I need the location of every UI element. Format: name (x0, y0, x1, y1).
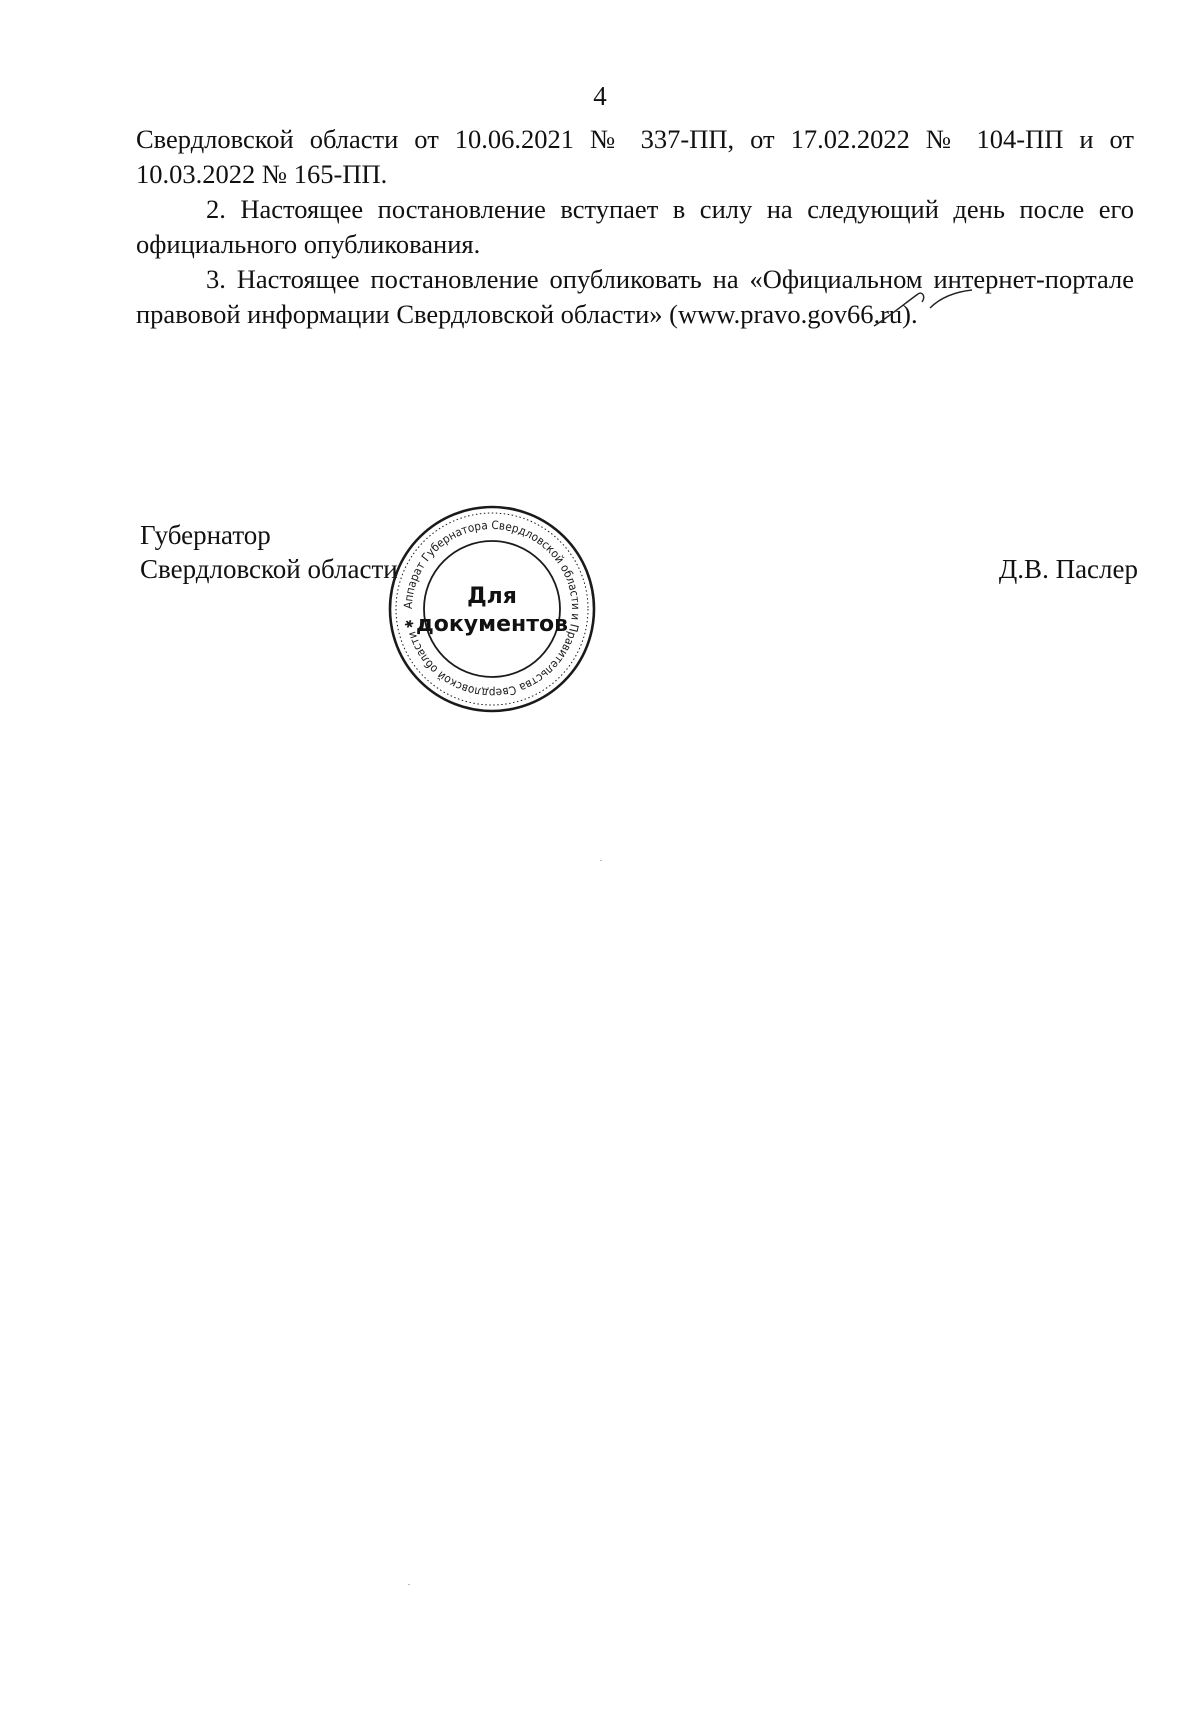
paragraph-2-effective-date: 2. Настоящее постановление вступает в силу на следующий день после его официального опубликования. (136, 194, 1134, 259)
signatory-position-line2: Свердловской области (140, 554, 398, 584)
page-number: 4 (593, 81, 607, 111)
seal-inner-ring (424, 541, 560, 677)
seal-ring-text: Аппарат Губернатора Свердловской области и Правительства Свердловской области ✱ (400, 517, 584, 701)
scan-speck (408, 1584, 410, 1585)
handwritten-mark (870, 286, 980, 332)
signatory-position (140, 518, 398, 586)
paragraph-continuation: Свердловской области от 10.06.2021 № 337-ПП, от 17.02.2022 № 104-ПП и от 10.03.2022 № 165-ПП. (136, 124, 1134, 189)
signatory-name: Д.В. Паслер (998, 554, 1138, 584)
paragraph-3-publication: 3. Настоящее постановление опубликовать на «Официальном интернет-портале правовой информации Свердловской области» (www.pravo.gov66.ru). (136, 264, 1134, 329)
seal-center-line1: Для (467, 584, 517, 609)
scan-speck (600, 860, 602, 861)
document-body (136, 122, 1134, 332)
seal-graphic (386, 503, 598, 715)
seal-outer-ring (390, 507, 594, 711)
seal-center-line2: документов (415, 612, 569, 637)
signatory-position-line1: Губернатор (140, 520, 271, 550)
official-seal (386, 503, 598, 715)
